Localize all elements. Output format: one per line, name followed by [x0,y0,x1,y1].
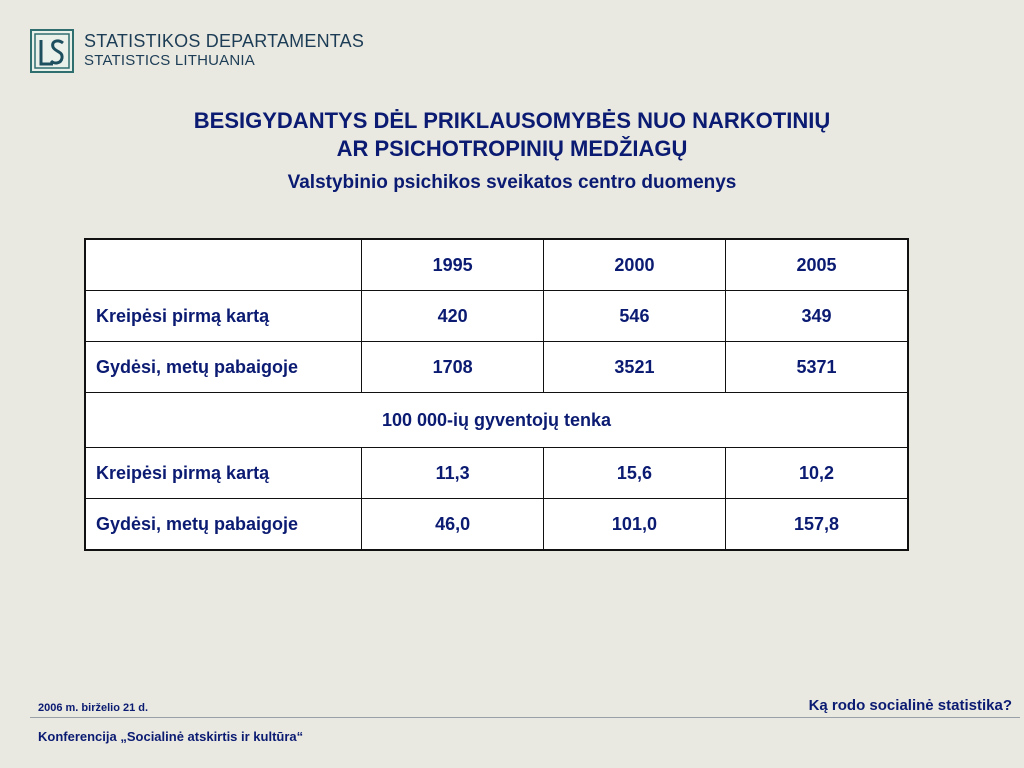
table-cell: 101,0 [543,499,725,551]
table-corner-cell [85,239,362,291]
column-header-1995: 1995 [362,239,544,291]
page-title-line2: AR PSICHOTROPINIŲ MEDŽIAGŲ [336,136,688,161]
table-cell: 46,0 [362,499,544,551]
table-cell: 1708 [362,342,544,393]
table-row [85,291,908,342]
table-cell: 157,8 [725,499,908,551]
footer-question: Ką rodo socialinė statistika? [808,697,1012,714]
table-cell: 5371 [725,342,908,393]
table-cell: 546 [543,291,725,342]
page-title-line1: BESIGYDANTYS DĖL PRIKLAUSOMYBĖS NUO NARKOTINIŲ [193,108,831,133]
table-cell: 15,6 [543,448,725,499]
table-cell: 3521 [543,342,725,393]
page-subtitle: Valstybinio psichikos sveikatos centro duomenys [287,172,737,193]
per-capita-heading-row [85,393,908,448]
org-name-lt: STATISTIKOS DEPARTAMENTAS [84,31,365,51]
table-cell: 349 [725,291,908,342]
footer-conference: Konferencija „Socialinė atskirtis ir kultūra“ [38,729,304,744]
row-label: Gydėsi, metų pabaigoje [85,499,362,551]
row-label: Kreipėsi pirmą kartą [85,291,362,342]
per-capita-heading: 100 000-ių gyventojų tenka [85,393,908,448]
table-row [85,499,908,551]
data-table [84,238,909,551]
row-label: Gydėsi, metų pabaigoje [85,342,362,393]
statistics-lithuania-logo-icon [30,29,74,73]
table-row [85,342,908,393]
table-header-row [85,239,908,291]
table-cell: 420 [362,291,544,342]
column-header-2005: 2005 [725,239,908,291]
table-cell: 10,2 [725,448,908,499]
column-header-2000: 2000 [543,239,725,291]
table-cell: 11,3 [362,448,544,499]
header-logo [30,29,364,73]
footer-divider [30,717,1020,718]
org-name-en: STATISTICS LITHUANIA [84,52,255,69]
footer-date: 2006 m. birželio 21 d. [38,702,149,714]
row-label: Kreipėsi pirmą kartą [85,448,362,499]
table-row [85,448,908,499]
